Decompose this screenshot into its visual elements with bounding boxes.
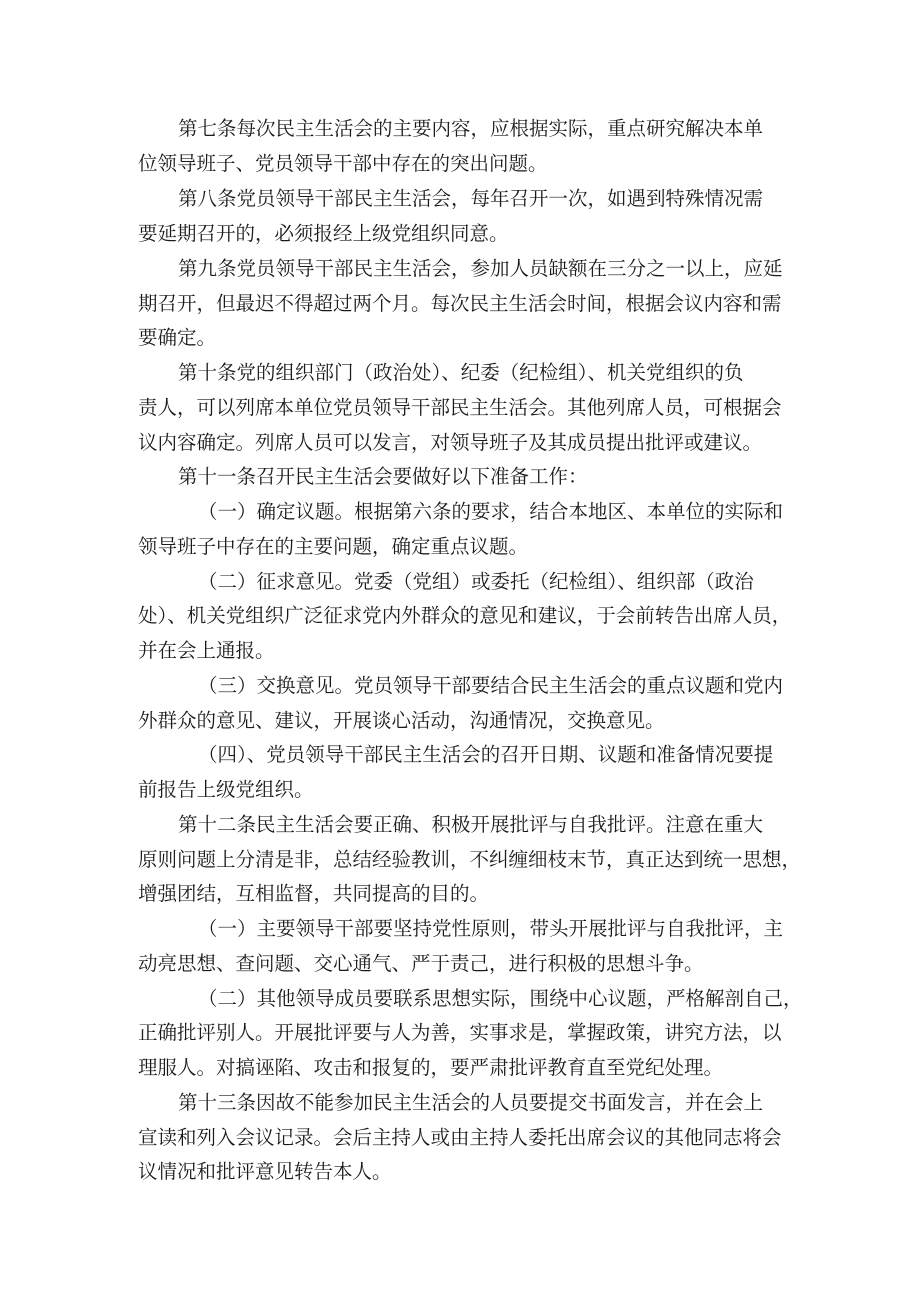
article-11-item-1-line-2: 领导班子中存在的主要问题，确定重点议题。 <box>138 535 529 558</box>
article-10-line-2: 责人，可以列席本单位党员领导干部民主生活会。其他列席人员，可根据会 <box>138 396 782 419</box>
article-9-line-2: 期召开，但最迟不得超过两个月。每次民主生活会时间，根据会议内容和需 <box>138 292 782 315</box>
article-10-line-1: 第十条党的组织部门（政治处）、纪委（纪检组）、机关党组织的负 <box>178 361 744 384</box>
article-11-item-2-line-3: 并在会上通报。 <box>138 639 275 662</box>
article-9-line-3: 要确定。 <box>138 326 217 349</box>
article-12-line-1: 第十二条民主生活会要正确、积极开展批评与自我批评。注意在重大 <box>178 813 764 836</box>
article-11-item-4-line-2: 前报告上级党组织。 <box>138 778 314 801</box>
article-11-line-1: 第十一条召开民主生活会要做好以下准备工作： <box>178 465 588 488</box>
article-12-item-2-line-1: （二）其他领导成员要联系思想实际，围绕中心议题，严格解剖自己， <box>198 987 803 1010</box>
article-13-line-1: 第十三条因故不能参加民主生活会的人员要提交书面发言，并在会上 <box>178 1091 764 1114</box>
article-12-line-2: 原则问题上分清是非，总结经验教训，不纠缠细枝末节，真正达到统一思想， <box>138 848 802 871</box>
article-12-item-1-line-1: （一）主要领导干部要坚持党性原则，带头开展批评与自我批评，主 <box>198 917 784 940</box>
article-13-line-2: 宣读和列入会议记录。会后主持人或由主持人委托出席会议的其他同志将会 <box>138 1126 782 1149</box>
article-7-line-2: 位领导班子、党员领导干部中存在的突出问题。 <box>138 152 548 175</box>
article-12-item-2-line-3: 理服人。对搞诬陷、攻击和报复的，要严肃批评教育直至党纪处理。 <box>138 1056 724 1079</box>
article-12-item-2-line-2: 正确批评别人。开展批评要与人为善，实事求是，掌握政策，讲究方法，以 <box>138 1021 782 1044</box>
article-12-line-3: 增强团结，互相监督，共同提高的目的。 <box>138 882 490 905</box>
article-7-line-1: 第七条每次民主生活会的主要内容，应根据实际，重点研究解决本单 <box>178 117 764 140</box>
article-8-line-1: 第八条党员领导干部民主生活会，每年召开一次，如遇到特殊情况需 <box>178 187 764 210</box>
article-13-line-3: 议情况和批评意见转告本人。 <box>138 1160 392 1183</box>
article-11-item-4-line-1: （四）、党员领导干部民主生活会的召开日期、议题和准备情况要提 <box>198 743 774 766</box>
article-9-line-1: 第九条党员领导干部民主生活会，参加人员缺额在三分之一以上，应延 <box>178 257 783 280</box>
article-11-item-1-line-1: （一）确定议题。根据第六条的要求，结合本地区、本单位的实际和 <box>198 500 784 523</box>
article-11-item-3-line-2: 外群众的意见、建议，开展谈心活动，沟通情况，交换意见。 <box>138 709 665 732</box>
article-12-item-1-line-2: 动亮思想、查问题、交心通气、严于责己，进行积极的思想斗争。 <box>138 952 704 975</box>
article-8-line-2: 要延期召开的，必须报经上级党组织同意。 <box>138 222 509 245</box>
article-11-item-2-line-2: 处）、机关党组织广泛征求党内外群众的意见和建议，于会前转告出席人员， <box>138 604 792 627</box>
article-10-line-3: 议内容确定。列席人员可以发言，对领导班子及其成员提出批评或建议。 <box>138 431 763 454</box>
article-11-item-2-line-1: （二）征求意见。党委（党组）或委托（纪检组）、组织部（政治 <box>198 570 754 593</box>
article-11-item-3-line-1: （三）交换意见。党员领导干部要结合民主生活会的重点议题和党内 <box>198 674 784 697</box>
